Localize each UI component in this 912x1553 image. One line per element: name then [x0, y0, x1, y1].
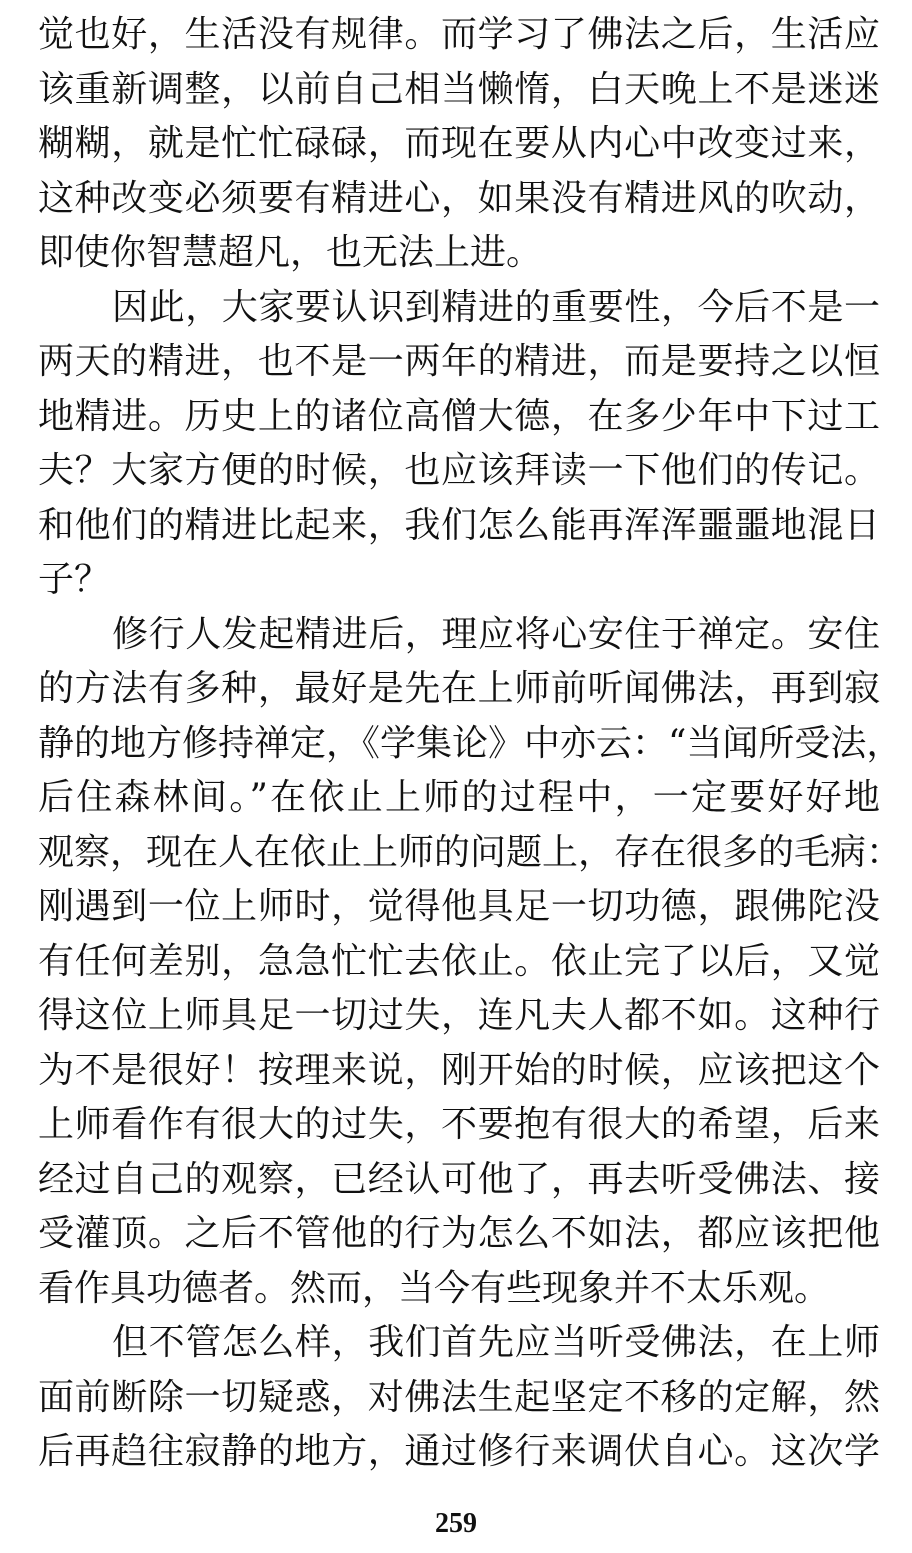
text-line: 面前断除一切疑惑，对佛法生起坚定不移的定解，然 — [38, 1376, 880, 1418]
text-line: 觉也好，生活没有规律。而学习了佛法之后，生活应 — [38, 14, 880, 55]
paragraph — [38, 1316, 880, 1480]
text-line: 后再趋往寂静的地方，通过修行来调伏自心。这次学 — [38, 1431, 880, 1472]
text-line: 后住森林间。”在依止上师的过程中，一定要好好地 — [38, 777, 880, 818]
text-line: 即使你智慧超凡，也无法上进。 — [38, 232, 543, 273]
page-number: 259 — [435, 1508, 477, 1539]
text-line: 观察，现在人在依止上师的问题上，存在很多的毛病： — [38, 831, 903, 873]
text-line: 地精进。历史上的诸位高僧大德，在多少年中下过工 — [38, 395, 880, 437]
body-text — [38, 8, 903, 1480]
text-line: 子？ — [38, 559, 111, 600]
text-line: 受灌顶。之后不管他的行为怎么不如法，都应该把他 — [38, 1213, 880, 1254]
text-line: 经过自己的观察，已经认可他了，再去听受佛法、接 — [38, 1158, 880, 1200]
text-line: 该重新调整，以前自己相当懒惰，白天晚上不是迷迷 — [38, 68, 880, 110]
text-line: 但不管怎么样，我们首先应当听受佛法，在上师 — [112, 1322, 880, 1363]
text-line: 为不是很好！按理来说，刚开始的时候，应该把这个 — [38, 1049, 880, 1091]
text-line: 两天的精进，也不是一两年的精进，而是要持之以恒 — [38, 341, 880, 382]
text-line: 夫？大家方便的时候，也应该拜读一下他们的传记。 — [38, 450, 880, 491]
text-line: 这种改变必须要有精进心，如果没有精进风的吹动， — [38, 177, 880, 219]
paragraph — [38, 281, 880, 608]
text-line: 有任何差别，急急忙忙去依止。依止完了以后，又觉 — [38, 940, 880, 982]
text-line: 糊糊，就是忙忙碌碌，而现在要从内心中改变过来， — [38, 123, 880, 164]
text-line: 得这位上师具足一切过失，连凡夫人都不如。这种行 — [38, 995, 880, 1036]
paragraph — [38, 8, 880, 281]
text-line: 修行人发起精进后，理应将心安住于禅定。安住 — [112, 613, 880, 655]
text-line: 和他们的精进比起来，我们怎么能再浑浑噩噩地混日 — [38, 504, 880, 546]
text-line: 因此，大家要认识到精进的重要性，今后不是一 — [112, 286, 880, 328]
text-line: 刚遇到一位上师时，觉得他具足一切功德，跟佛陀没 — [38, 886, 880, 927]
text-line: 静的地方修持禅定，《学集论》中亦云：“当闻所受法， — [38, 722, 903, 764]
text-line: 看作具功德者。然而，当今有些现象并不太乐观。 — [38, 1267, 831, 1309]
text-line: 的方法有多种，最好是先在上师前听闻佛法，再到寂 — [38, 668, 880, 709]
paragraph — [38, 608, 903, 1317]
text-line: 上师看作有很大的过失，不要抱有很大的希望，后来 — [38, 1104, 880, 1145]
